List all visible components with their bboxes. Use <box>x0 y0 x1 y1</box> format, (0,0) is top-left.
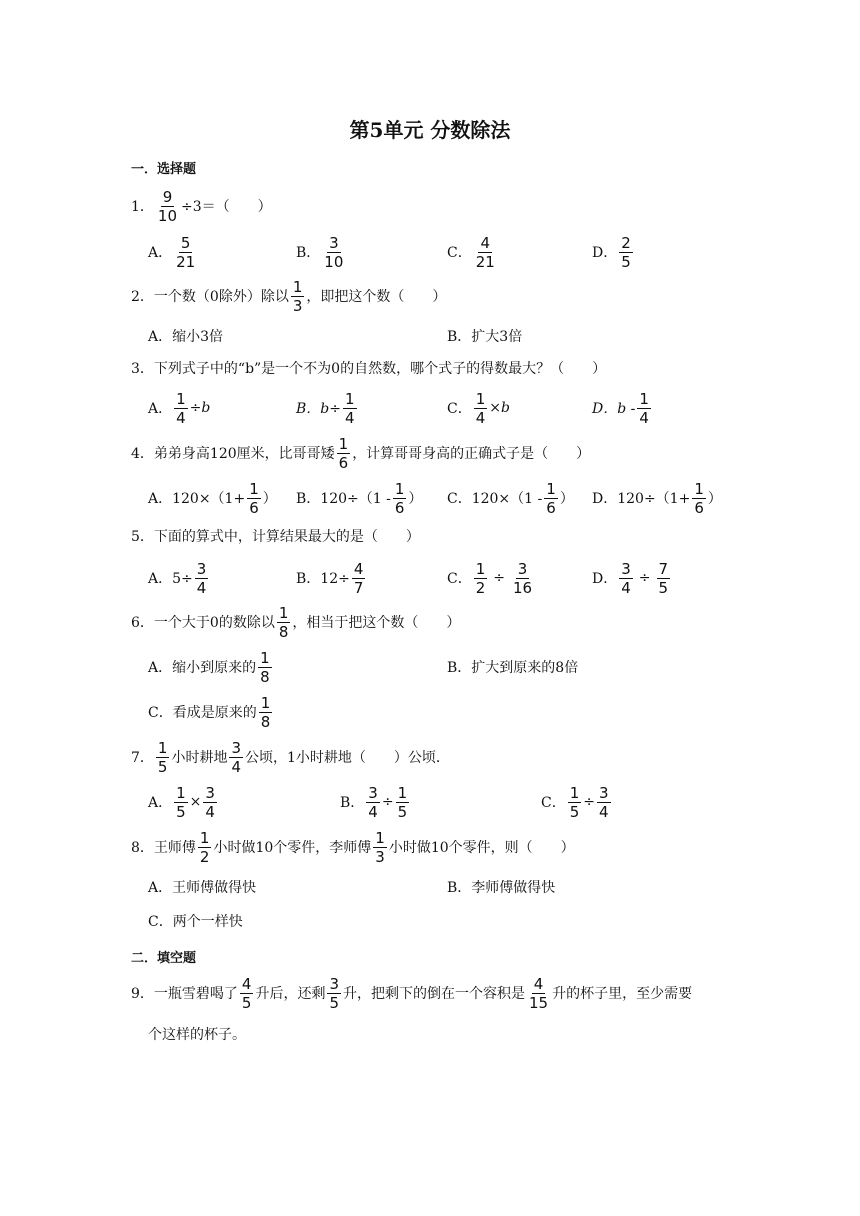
q6-option-b[interactable]: B．扩大到原来的8倍 <box>447 660 579 676</box>
q6-option-c[interactable]: C．看成是原来的 $\frac{1}{8}$ <box>148 693 271 731</box>
q1-number: 1． <box>131 199 154 215</box>
q6-option-a[interactable]: A．缩小到原来的 $\frac{1}{8}$ <box>148 648 270 686</box>
section-heading-choice: 一．选择题 <box>131 162 197 177</box>
q2-option-b[interactable]: B．扩大3倍 <box>447 329 523 345</box>
question-3: 3．下列式子中的“b”是一个不为0的自然数，哪个式子的得数最大？（ ） <box>131 361 607 377</box>
q1-option-d[interactable]: D． $\frac{2}{5}$ <box>592 233 631 271</box>
question-6: 6．一个大于0的数除以 $\frac{1}{8}$ ，相当于把这个数（ ） <box>131 603 461 641</box>
q4-option-c[interactable]: C．120×（1 - $\frac{1}{6}$ ） <box>447 479 574 517</box>
q2-option-a[interactable]: A．缩小3倍 <box>148 329 224 345</box>
q3-option-b[interactable]: B．b÷ $\frac{1}{4}$ <box>296 389 355 427</box>
q1-stem: ÷3＝（ ） <box>181 199 272 215</box>
q8-option-a[interactable]: A．王师傅做得快 <box>148 880 257 896</box>
section-heading-fill: 二．填空题 <box>131 951 197 966</box>
q7-option-c[interactable]: C． $\frac{1}{5}$ ÷ $\frac{3}{4}$ <box>541 783 609 821</box>
question-8: 8．王师傅 $\frac{1}{2}$ 小时做10个零件，李师傅 $\frac{1}{3}$ 小时做10个零件，则（ ） <box>131 828 575 866</box>
q1-option-b[interactable]: B． $\frac{3}{10}$ <box>296 233 344 271</box>
q8-option-c[interactable]: C．两个一样快 <box>148 914 243 930</box>
q9-line-2: 个这样的杯子。 <box>148 1027 246 1043</box>
q5-option-a[interactable]: A．5÷ $\frac{3}{4}$ <box>148 559 207 597</box>
q4-option-b[interactable]: B．120÷（1 - $\frac{1}{6}$ ） <box>296 479 423 517</box>
question-1 <box>131 186 272 226</box>
page-title: 第5单元 分数除法 <box>349 118 511 142</box>
q8-option-b[interactable]: B．李师傅做得快 <box>447 880 556 896</box>
q7-option-b[interactable]: B． $\frac{3}{4}$ ÷ $\frac{1}{5}$ <box>340 783 408 821</box>
q5-option-b[interactable]: B．12÷ $\frac{4}{7}$ <box>296 559 364 597</box>
q7-option-a[interactable]: A． $\frac{1}{5}$ × $\frac{3}{4}$ <box>148 783 215 821</box>
question-7: 7． $\frac{1}{5}$ 小时耕地 $\frac{3}{4}$ 公顷，1小时耕地（ ）公顷． <box>131 738 450 776</box>
question-4: 4．弟弟身高120厘米，比哥哥矮 $\frac{1}{6}$ ，计算哥哥身高的正确式子是（ ） <box>131 434 591 472</box>
question-9: 9．一瓶雪碧喝了 $\frac{4}{5}$ 升后，还剩 $\frac{3}{5}$ 升，把剩下的倒在一个容积是 $\frac{4}{15}$ 升的杯子里，至少需要 <box>131 974 693 1012</box>
q1-option-a[interactable]: A． $\frac{5}{21}$ <box>148 233 196 271</box>
q1-fraction: $\frac{9}{10}$ <box>157 187 178 225</box>
question-2: 2．一个数（0除外）除以 $\frac{1}{3}$ ，即把这个数（ ） <box>131 277 447 315</box>
q5-option-c[interactable]: C． $\frac{1}{2}$ ÷ $\frac{3}{16}$ <box>447 559 533 597</box>
q4-option-a[interactable]: A．120×（1+ $\frac{1}{6}$ ） <box>148 479 277 517</box>
q3-option-a[interactable]: A． $\frac{1}{4}$ ÷b <box>148 389 211 427</box>
q3-option-d[interactable]: D．b - $\frac{1}{4}$ <box>592 389 649 427</box>
q1-option-c[interactable]: C． $\frac{4}{21}$ <box>447 233 495 271</box>
q3-option-c[interactable]: C． $\frac{1}{4}$ ×b <box>447 389 510 427</box>
q4-option-d[interactable]: D．120÷（1+ $\frac{1}{6}$ ） <box>592 479 722 517</box>
question-5: 5．下面的算式中，计算结果最大的是（ ） <box>131 529 420 545</box>
q2-fraction: $\frac{1}{3}$ <box>292 277 303 315</box>
q5-option-d[interactable]: D． $\frac{3}{4}$ ÷ $\frac{7}{5}$ <box>592 559 669 597</box>
